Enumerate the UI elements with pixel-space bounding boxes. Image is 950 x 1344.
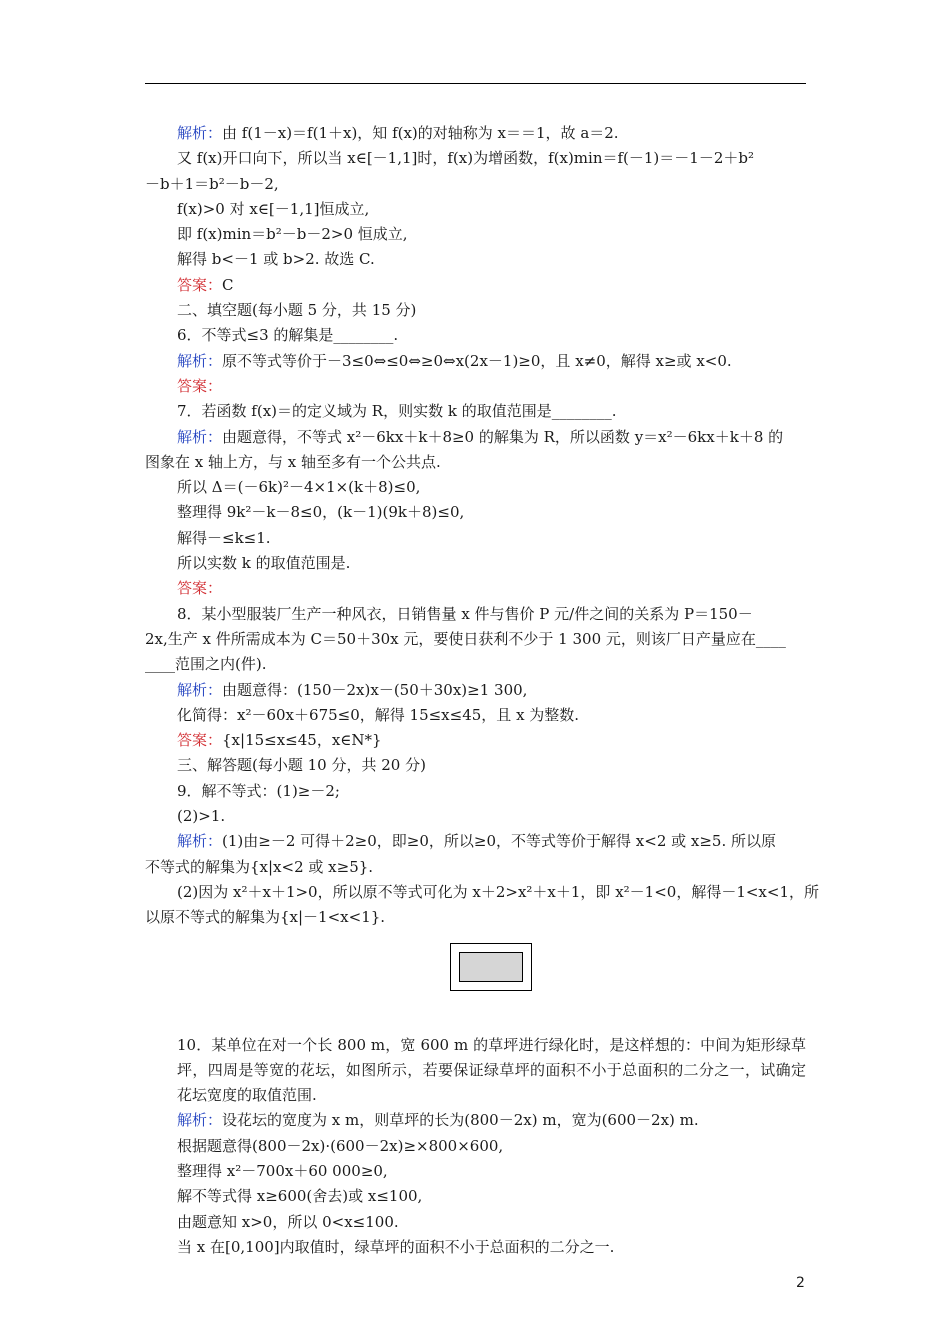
answer-label: 答案： xyxy=(177,275,223,294)
line-text: {x|15≤x≤45，x∈N*} xyxy=(222,731,382,750)
text-line xyxy=(145,349,806,374)
line-text: f(x)>0 对 x∈[－1,1]恒成立, xyxy=(177,199,370,218)
line-text: 由 f(1－x)＝f(1＋x)，知 f(x)的对轴称为 x＝＝1，故 a＝2. xyxy=(222,124,619,142)
line-text: (2)>1. xyxy=(177,807,226,826)
text-line xyxy=(145,1184,806,1209)
text-line xyxy=(145,222,806,247)
text-line xyxy=(145,602,806,627)
analysis-label: 解析： xyxy=(177,832,223,851)
line-text: 整理得 x²－700x＋60 000≥0, xyxy=(177,1161,388,1180)
text-line xyxy=(145,551,806,576)
line-text: 以原不等式的解集为{x|－1<x<1}. xyxy=(145,908,386,927)
text-line xyxy=(145,779,806,804)
line-text: 由题意得，不等式 x²－6kx＋k＋8≥0 的解集为 R，所以函数 y＝x²－6kx＋k＋8 的 xyxy=(222,427,784,446)
line-text: 设花坛的宽度为 x m，则草坪的长为(800－2x) m，宽为(600－2x) m. xyxy=(222,1111,699,1130)
line-text: 不等式的解集为{x|x<2 或 x≥5}. xyxy=(145,857,374,876)
text-line xyxy=(145,374,806,399)
line-text: 所以实数 k 的取值范围是. xyxy=(177,554,351,573)
line-text: 解得 b<－1 或 b>2. 故选 C. xyxy=(177,250,375,269)
text-line xyxy=(145,728,806,753)
text-line xyxy=(145,121,806,146)
line-text: 三、解答题(每小题 10 分，共 20 分) xyxy=(177,756,426,775)
line-text: 7．若函数 f(x)＝的定义域为 R，则实数 k 的取值范围是________. xyxy=(177,402,617,421)
text-line xyxy=(145,1159,806,1184)
line-text: －b＋1＝b²－b－2, xyxy=(145,174,279,193)
line-text: 由题意得：(150－2x)x－(50＋30x)≥1 300, xyxy=(222,680,528,699)
inner-lawn-rectangle xyxy=(459,952,523,982)
text-line xyxy=(145,475,806,500)
text-line xyxy=(145,526,806,551)
line-text: 根据题意得(800－2x)·(600－2x)≥×800×600, xyxy=(177,1136,504,1155)
line-text: 8．某小型服装厂生产一种风衣，日销售量 x 件与售价 P 元/件之间的关系为 P＝150－ xyxy=(177,604,753,623)
analysis-label: 解析： xyxy=(177,124,223,142)
text-line xyxy=(145,753,806,778)
text-line xyxy=(145,1210,806,1235)
line-text: 化简得：x²－60x＋675≤0，解得 15≤x≤45，且 x 为整数. xyxy=(177,705,580,724)
analysis-label: 解析： xyxy=(177,1111,223,1130)
text-line xyxy=(145,576,806,601)
analysis-label: 解析： xyxy=(177,680,223,699)
line-text: 即 f(x)min＝b²－b－2>0 恒成立, xyxy=(177,225,408,244)
text-line xyxy=(145,247,806,272)
line-text: 解得－≤k≤1. xyxy=(177,528,271,547)
header-rule xyxy=(145,83,806,84)
line-text: 10．某单位在对一个长 800 m，宽 600 m 的草坪进行绿化时，是这样想的：中间为矩形绿草坪，四周是等宽的花坛，如图所示，若要保证绿草坪的面积不小于总面积的二分之一，试确定花坛宽度的取值范围. xyxy=(177,1035,806,1105)
figure-rectangle-diagram xyxy=(145,931,806,1033)
answer-label: 答案： xyxy=(177,376,223,395)
text-line xyxy=(145,172,806,197)
text-line xyxy=(145,146,806,171)
line-text: (2)因为 x²＋x＋1>0，所以原不等式可化为 x＋2>x²＋x＋1，即 x²－1<0，解得－1<x<1，所 xyxy=(177,882,819,901)
document-body xyxy=(145,121,819,1260)
line-text: 由题意知 x>0，所以 0<x≤100. xyxy=(177,1212,399,1231)
analysis-label: 解析： xyxy=(177,351,223,370)
text-line xyxy=(145,880,819,905)
text-line xyxy=(145,1235,806,1260)
text-line xyxy=(145,273,806,298)
line-text: 又 f(x)开口向下，所以当 x∈[－1,1]时，f(x)为增函数，f(x)min＝f(－1)＝－1－2＋b² xyxy=(177,149,754,168)
text-line xyxy=(145,804,806,829)
text-line xyxy=(145,425,806,450)
text-line xyxy=(145,500,806,525)
line-text: 二、填空题(每小题 5 分，共 15 分) xyxy=(177,301,417,320)
text-line xyxy=(145,678,806,703)
text-line xyxy=(145,450,806,475)
text-line xyxy=(145,197,806,222)
text-line xyxy=(145,1134,806,1159)
line-text: 图象在 x 轴上方，与 x 轴至多有一个公共点. xyxy=(145,452,441,471)
answer-label: 答案： xyxy=(177,731,223,750)
text-line xyxy=(145,323,806,348)
line-text: 整理得 9k²－k－8≤0，(k－1)(9k＋8)≤0, xyxy=(177,503,465,522)
text-line xyxy=(145,905,806,930)
line-text: ____范围之内(件). xyxy=(145,655,267,674)
text-line xyxy=(145,1108,806,1133)
answer-label: 答案： xyxy=(177,579,223,598)
page-number: 2 xyxy=(796,1275,805,1291)
line-text: C xyxy=(222,275,234,294)
line-text: 原不等式等价于－3≤0⇔≤0⇔≥0⇔x(2x－1)≥0，且 x≠0，解得 x≥或 x<0. xyxy=(222,351,732,370)
text-line xyxy=(145,703,806,728)
line-text: (1)由≥－2 可得＋2≥0，即≥0，所以≥0，不等式等价于解得 x<2 或 x≥5. 所以原 xyxy=(222,832,777,851)
text-line xyxy=(145,855,806,880)
line-text: 所以 Δ＝(－6k)²－4×1×(k＋8)≤0, xyxy=(177,478,421,497)
line-text: 6．不等式≤3 的解集是________. xyxy=(177,326,399,345)
line-text: 解不等式得 x≥600(舍去)或 x≤100, xyxy=(177,1187,423,1206)
line-text: 当 x 在[0,100]内取值时，绿草坪的面积不小于总面积的二分之一. xyxy=(177,1237,615,1256)
text-line xyxy=(145,652,806,677)
line-text: 9．解不等式：(1)≥－2; xyxy=(177,781,340,800)
text-line xyxy=(145,829,806,854)
line-text: 2x,生产 x 件所需成本为 C＝50＋30x 元，要使日获利不少于 1 300 元，则该厂日产量应在____ xyxy=(145,629,786,648)
outer-rectangle xyxy=(450,943,532,991)
text-line xyxy=(145,627,806,652)
text-line xyxy=(145,298,806,323)
text-line xyxy=(145,1033,806,1109)
text-line xyxy=(145,399,806,424)
analysis-label: 解析： xyxy=(177,427,223,446)
